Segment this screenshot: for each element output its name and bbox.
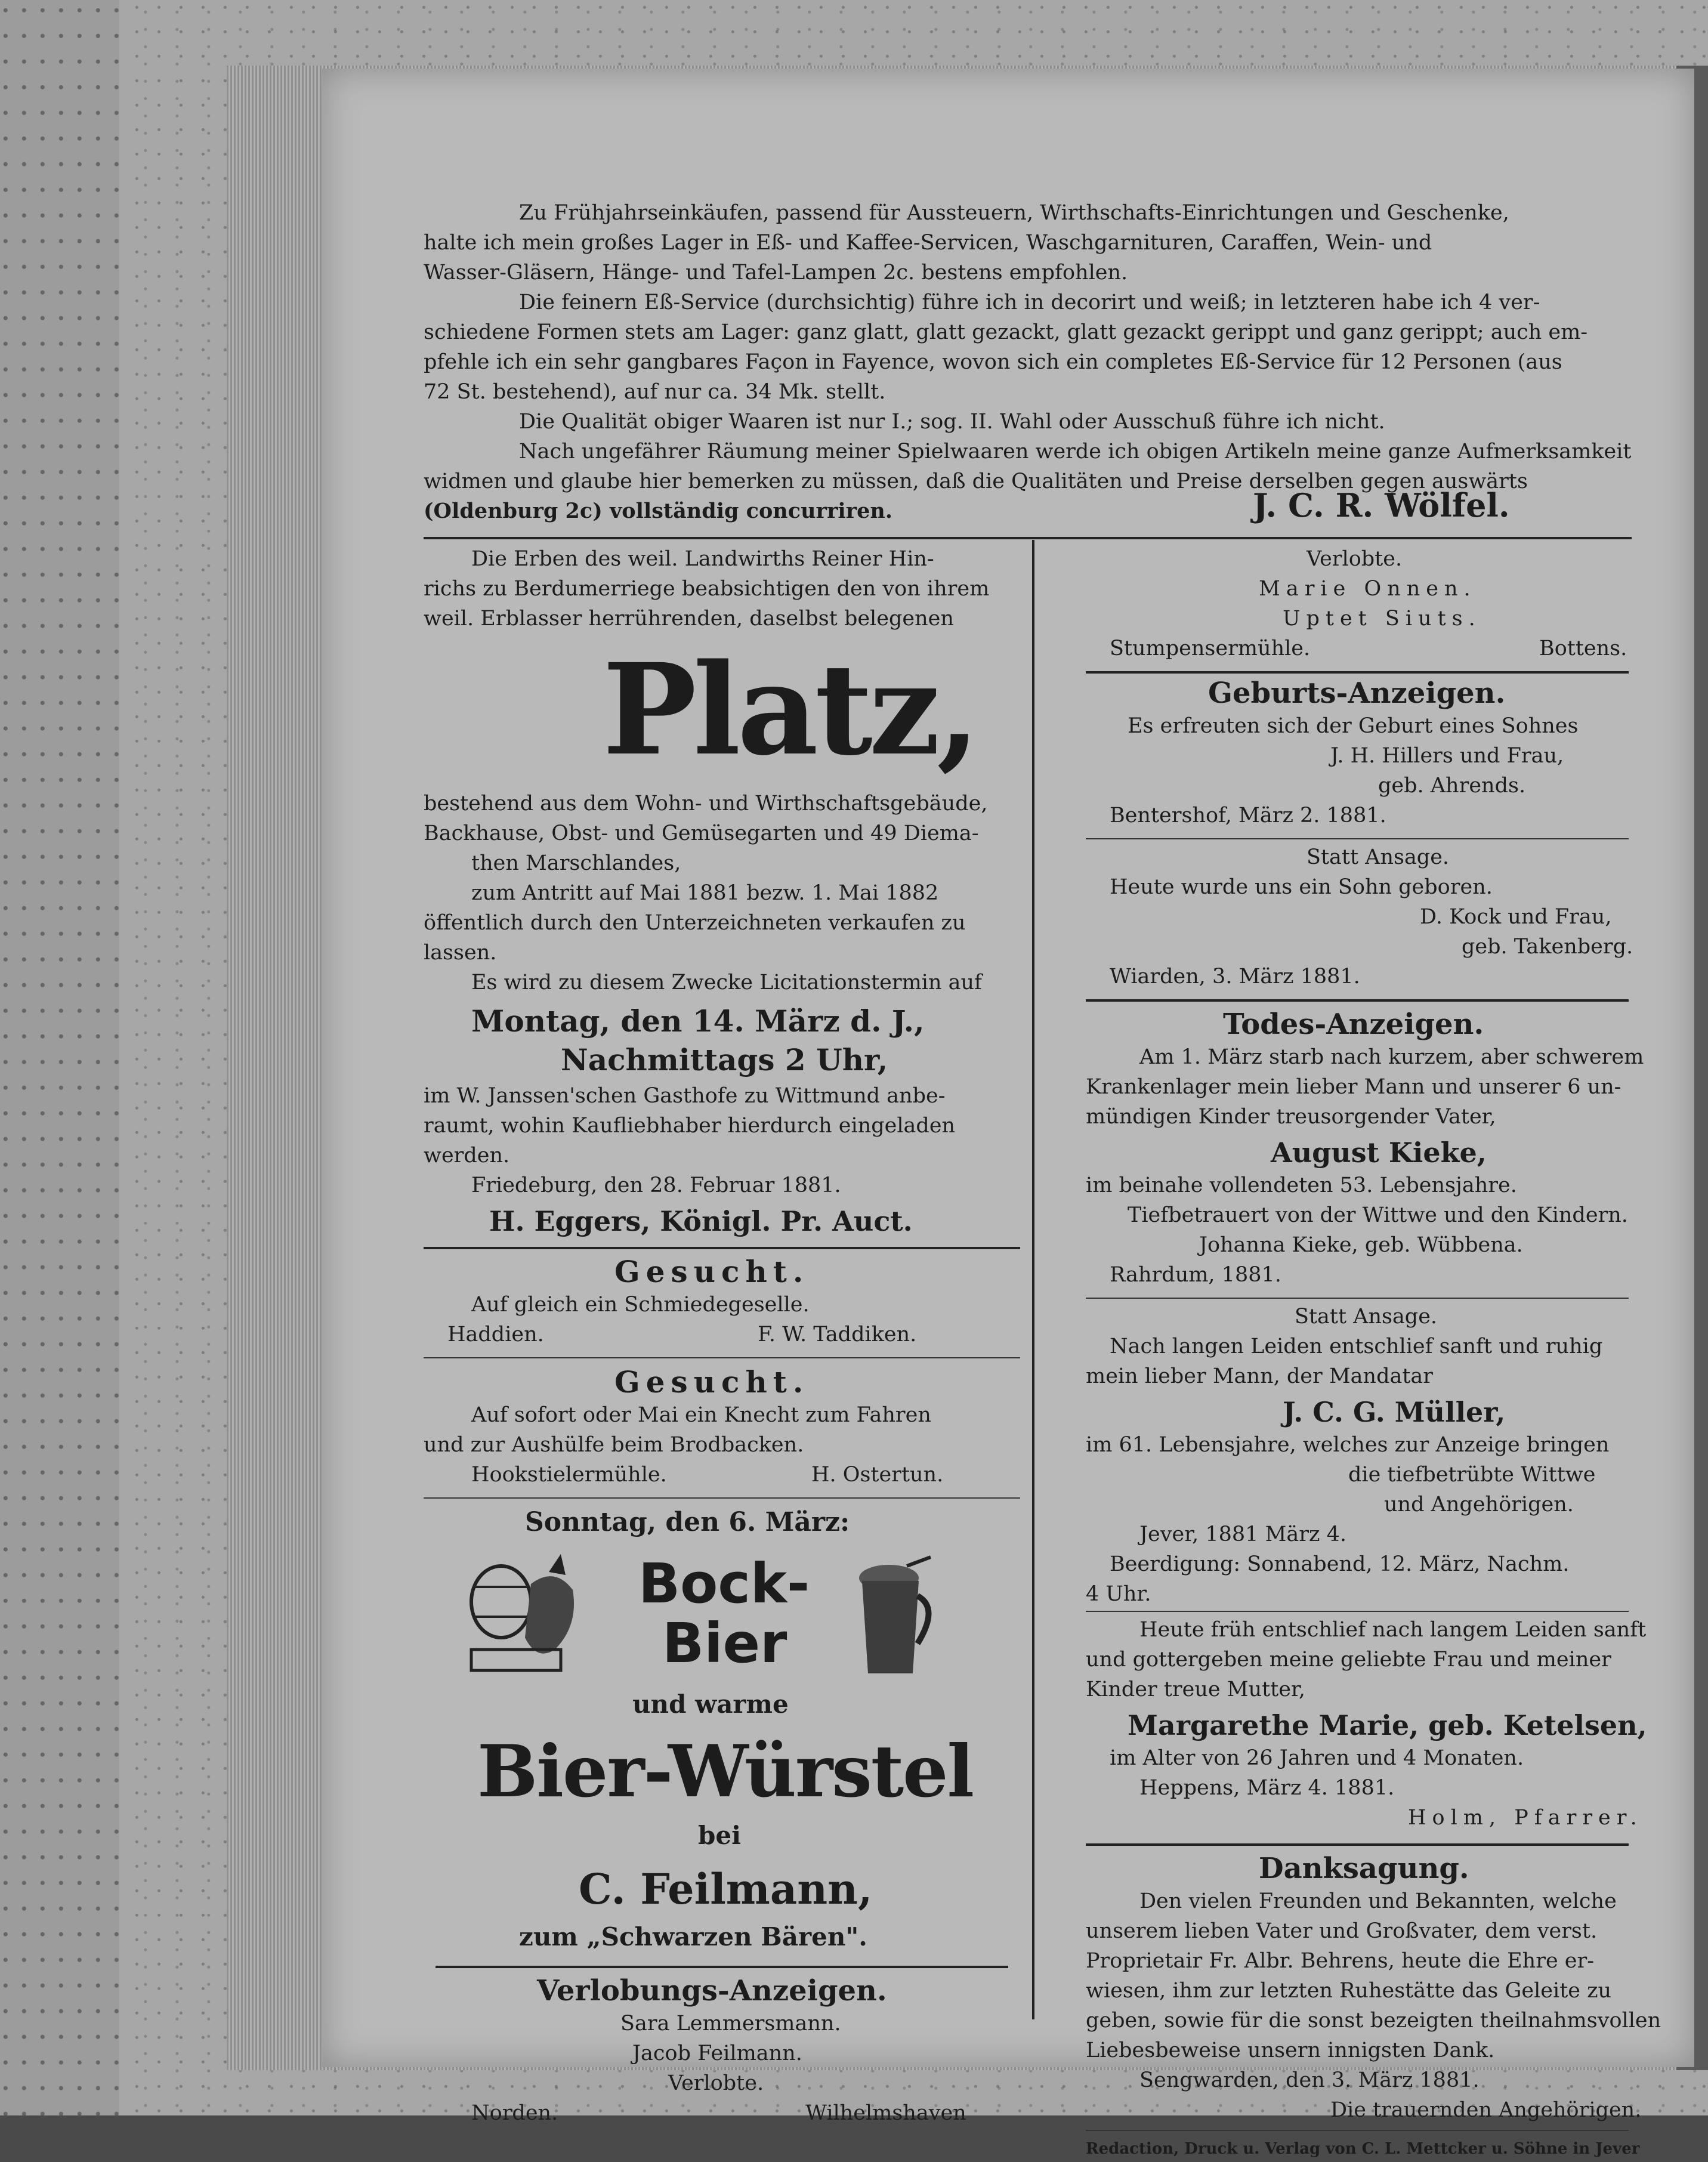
- platz-body: lassen.: [424, 941, 497, 965]
- todes-line6: im Alter von 26 Jahren und 4 Monaten.: [1110, 1746, 1524, 1770]
- rule: [1086, 1611, 1629, 1612]
- beer-mug-illustration: [853, 1554, 943, 1679]
- platz-body: bestehend aus dem Wohn- und Wirthschaftsgebäude,: [424, 792, 988, 816]
- rule: [436, 1966, 1008, 1968]
- notice-line: 72 St. bestehend), auf nur ca. 34 Mk. stellt.: [424, 380, 886, 404]
- dank-line: geben, sowie für die sonst bezeigten theilnahmsvollen: [1086, 2009, 1661, 2033]
- todes-line4: die tiefbetrübte Wittwe: [1348, 1463, 1596, 1487]
- gesucht2-place: Hookstielermühle.: [471, 1463, 667, 1487]
- todes-line2: im beinahe vollendeten 53. Lebensjahre.: [1086, 1173, 1517, 1197]
- goat-barrel-illustration: [459, 1548, 585, 1679]
- dank-line: Den vielen Freunden und Bekannten, welche: [1139, 1889, 1617, 1913]
- feilmann-name: C. Feilmann,: [579, 1864, 873, 1914]
- dank-line: wiesen, ihm zur letzten Ruhestätte das Geleite zu: [1086, 1979, 1612, 2003]
- platz-intro: weil. Erblasser herrührenden, daselbst belegenen: [424, 607, 954, 631]
- notice-line: pfehle ich ein sehr gangbares Façon in Fayence, wovon sich ein completes Eß-Service für 12 Personen (aus: [424, 350, 1562, 374]
- geburt-line2: D. Kock und Frau,: [1420, 905, 1612, 929]
- verlobung-place: Wilhelmshaven: [805, 2101, 966, 2125]
- notice-line: Zu Frühjahrseinkäufen, passend für Aussteuern, Wirthschafts-Einrichtungen und Geschenke,: [519, 201, 1509, 225]
- todes-line4: im 61. Lebensjahre, welches zur Anzeige bringen: [1086, 1433, 1610, 1457]
- notice-line: (Oldenburg 2c) vollständig concurriren.: [424, 499, 893, 523]
- platz-body2: Friedeburg, den 28. Februar 1881.: [471, 1173, 841, 1197]
- rule: [1086, 1298, 1629, 1299]
- dank-line: Proprietair Fr. Albr. Behrens, heute die Ehre er-: [1086, 1949, 1595, 1973]
- column-divider: [1032, 540, 1034, 2019]
- gesucht2-title: Gesucht.: [614, 1364, 810, 1400]
- todes-line3: Nach langen Leiden entschlief sanft und ruhig: [1110, 1335, 1603, 1358]
- platz-intro: Die Erben des weil. Landwirths Reiner Hin-: [471, 547, 934, 571]
- dank-line: unserem lieben Vater und Großvater, dem verst.: [1086, 1919, 1598, 1943]
- geburt-line: Bentershof, März 2. 1881.: [1110, 804, 1386, 827]
- todes-name2: J. C. G. Müller,: [1283, 1396, 1506, 1428]
- gesucht2-line: und zur Aushülfe beim Brodbacken.: [424, 1433, 804, 1457]
- verlobung-title: Verlobungs-Anzeigen.: [537, 1974, 887, 2007]
- left-column: [424, 540, 1020, 2125]
- rule: [1086, 1843, 1629, 1846]
- todes-name3: Margarethe Marie, geb. Ketelsen,: [1128, 1709, 1647, 1741]
- todes-line4: Jever, 1881 März 4.: [1139, 1522, 1346, 1546]
- notice-line: Wasser-Gläsern, Hänge- und Tafel-Lampen 2c. bestens empfohlen.: [424, 261, 1128, 285]
- geburt-line: geb. Ahrends.: [1378, 774, 1526, 798]
- gesucht1-title: Gesucht.: [614, 1254, 810, 1289]
- todes-line2: Johanna Kieke, geb. Wübbena.: [1199, 1233, 1523, 1257]
- gesucht1-name: F. W. Taddiken.: [758, 1323, 917, 1346]
- platz-signature: H. Eggers, Königl. Pr. Auct.: [489, 1205, 913, 1237]
- verlobte-label: Verlobte.: [1307, 547, 1403, 571]
- verlobung-name: Sara Lemmersmann.: [620, 2012, 841, 2036]
- todes-line: Krankenlager mein lieber Mann und unserer 6 un-: [1086, 1075, 1621, 1099]
- verlobung-label: Verlobte.: [668, 2071, 764, 2095]
- notice-line: Die Qualität obiger Waaren ist nur I.; sog. II. Wahl oder Ausschuß führe ich nicht.: [519, 410, 1385, 434]
- gesucht1-line: Auf gleich ein Schmiedegeselle.: [471, 1293, 810, 1317]
- platz-body: öffentlich durch den Unterzeichneten verkaufen zu: [424, 911, 966, 935]
- todes-line2: Tiefbetrauert von der Wittwe und den Kindern.: [1128, 1203, 1628, 1227]
- rule: [1086, 838, 1629, 839]
- geburt-title: Geburts-Anzeigen.: [1208, 677, 1506, 710]
- todes-line2: Rahrdum, 1881.: [1110, 1263, 1281, 1287]
- todes-line4: 4 Uhr.: [1086, 1582, 1151, 1606]
- bock-date: Sonntag, den 6. März:: [525, 1507, 850, 1537]
- notice-line: halte ich mein großes Lager in Eß- und Kaffee-Servicen, Waschgarnituren, Caraffen, Wein- und: [424, 231, 1432, 255]
- todes-signature: Holm, Pfarrer.: [1408, 1806, 1643, 1830]
- verlobung-name: Jacob Feilmann.: [632, 2041, 802, 2065]
- platz-body: then Marschlandes,: [471, 851, 681, 875]
- notice-line: Nach ungefährer Räumung meiner Spielwaaren werde ich obigen Artikeln meine ganze Aufmerksamkeit: [519, 440, 1632, 464]
- platz-headline: Platz,: [603, 636, 977, 783]
- platz-body2: werden.: [424, 1144, 510, 1168]
- platz-body: Backhause, Obst- und Gemüsegarten und 49 Diema-: [424, 821, 979, 845]
- bei: bei: [698, 1821, 742, 1850]
- newspaper-page: [322, 69, 1694, 2158]
- platz-body2: raumt, wohin Kaufliebhaber hierdurch eingeladen: [424, 1114, 956, 1138]
- platz-body: zum Antritt auf Mai 1881 bezw. 1. Mai 1882: [471, 881, 939, 905]
- todes-line6: Heppens, März 4. 1881.: [1139, 1776, 1395, 1800]
- verlobung-place: Norden.: [471, 2101, 558, 2125]
- feilmann-place: zum „Schwarzen Bären".: [519, 1922, 867, 1951]
- imprint: Redaction, Druck u. Verlag von C. L. Mettcker u. Söhne in Jever: [1086, 2140, 1640, 2158]
- geburt-line2: Wiarden, 3. März 1881.: [1110, 965, 1360, 989]
- rule: [424, 1497, 1020, 1499]
- und-warme: und warme: [632, 1690, 789, 1719]
- gesucht1-place: Haddien.: [447, 1323, 544, 1346]
- rule-top: [424, 537, 1632, 539]
- todes-line4: Beerdigung: Sonnabend, 12. März, Nachm.: [1110, 1552, 1570, 1576]
- dank-title: Danksagung.: [1259, 1852, 1469, 1885]
- geburt-line: Es erfreuten sich der Geburt eines Sohnes: [1128, 714, 1579, 738]
- notice-line: Die feinern Eß-Service (durchsichtig) führe ich in decorirt und weiß; in letzteren habe ich 4 ver-: [519, 291, 1540, 314]
- platz-time: Nachmittags 2 Uhr,: [561, 1042, 888, 1077]
- verlobte-name: Marie Onnen.: [1259, 577, 1477, 601]
- right-column: [1044, 540, 1661, 2158]
- notice-line: schiedene Formen stets am Lager: ganz glatt, glatt gezackt, glatt gezackt gerippt und ganz gerippt; auch em-: [424, 320, 1588, 344]
- todes-line4: und Angehörigen.: [1384, 1493, 1574, 1517]
- platz-date: Montag, den 14. März d. J.,: [471, 1003, 925, 1039]
- todes-line5: Heute früh entschlief nach langem Leiden sanft: [1139, 1618, 1647, 1642]
- geburt-line2: Heute wurde uns ein Sohn geboren.: [1110, 875, 1493, 899]
- dank-signature: Die trauernden Angehörigen.: [1330, 2098, 1642, 2122]
- dank-line: Liebesbeweise unsern innigsten Dank.: [1086, 2039, 1495, 2062]
- platz-body2: im W. Janssen'schen Gasthofe zu Wittmund anbe-: [424, 1084, 946, 1108]
- platz-body: Es wird zu diesem Zwecke Licitationstermin auf: [471, 971, 983, 994]
- gesucht2-line: Auf sofort oder Mai ein Knecht zum Fahren: [471, 1403, 931, 1427]
- bier-word: Bier: [662, 1611, 787, 1675]
- verlobte-place: Bottens.: [1539, 637, 1627, 660]
- gesucht2-name: H. Ostertun.: [811, 1463, 944, 1487]
- rule: [1086, 999, 1629, 1002]
- geburt-line: J. H. Hillers und Frau,: [1330, 744, 1564, 768]
- rule: [424, 1247, 1020, 1249]
- bock-word: Bock-: [638, 1552, 810, 1616]
- rule: [424, 1357, 1020, 1358]
- notice-signature: J. C. R. Wölfel.: [1253, 486, 1510, 524]
- todes-line: mündigen Kinder treusorgender Vater,: [1086, 1105, 1496, 1129]
- todes-name: August Kieke,: [1271, 1136, 1487, 1169]
- todes-line5: Kinder treue Mutter,: [1086, 1678, 1305, 1701]
- dank-line: Sengwarden, den 3. März 1881.: [1139, 2068, 1480, 2092]
- rule: [1086, 2130, 1629, 2131]
- verlobte-name: Uptet Siuts.: [1283, 607, 1481, 631]
- todes-line5: und gottergeben meine geliebte Frau und meiner: [1086, 1648, 1611, 1672]
- todes-line3: mein lieber Mann, der Mandatar: [1086, 1364, 1434, 1388]
- statt-ansage: Statt Ansage.: [1295, 1305, 1438, 1329]
- todes-title: Todes-Anzeigen.: [1223, 1008, 1484, 1041]
- geburt-line2: geb. Takenberg.: [1462, 935, 1633, 959]
- statt-ansage: Statt Ansage.: [1307, 845, 1450, 869]
- scanner-bed-left: [0, 0, 119, 2115]
- todes-line: Am 1. März starb nach kurzem, aber schwerem: [1139, 1045, 1644, 1069]
- bier-wuerstel: Bier-Würstel: [477, 1729, 974, 1814]
- rule: [1086, 671, 1629, 674]
- platz-intro: richs zu Berdumerriege beabsichtigen den von ihrem: [424, 577, 990, 601]
- verlobte-place: Stumpensermühle.: [1110, 637, 1311, 660]
- notice-line: widmen und glaube hier bemerken zu müssen, daß die Qualitäten und Preise derselben gegen auswärts: [424, 470, 1528, 493]
